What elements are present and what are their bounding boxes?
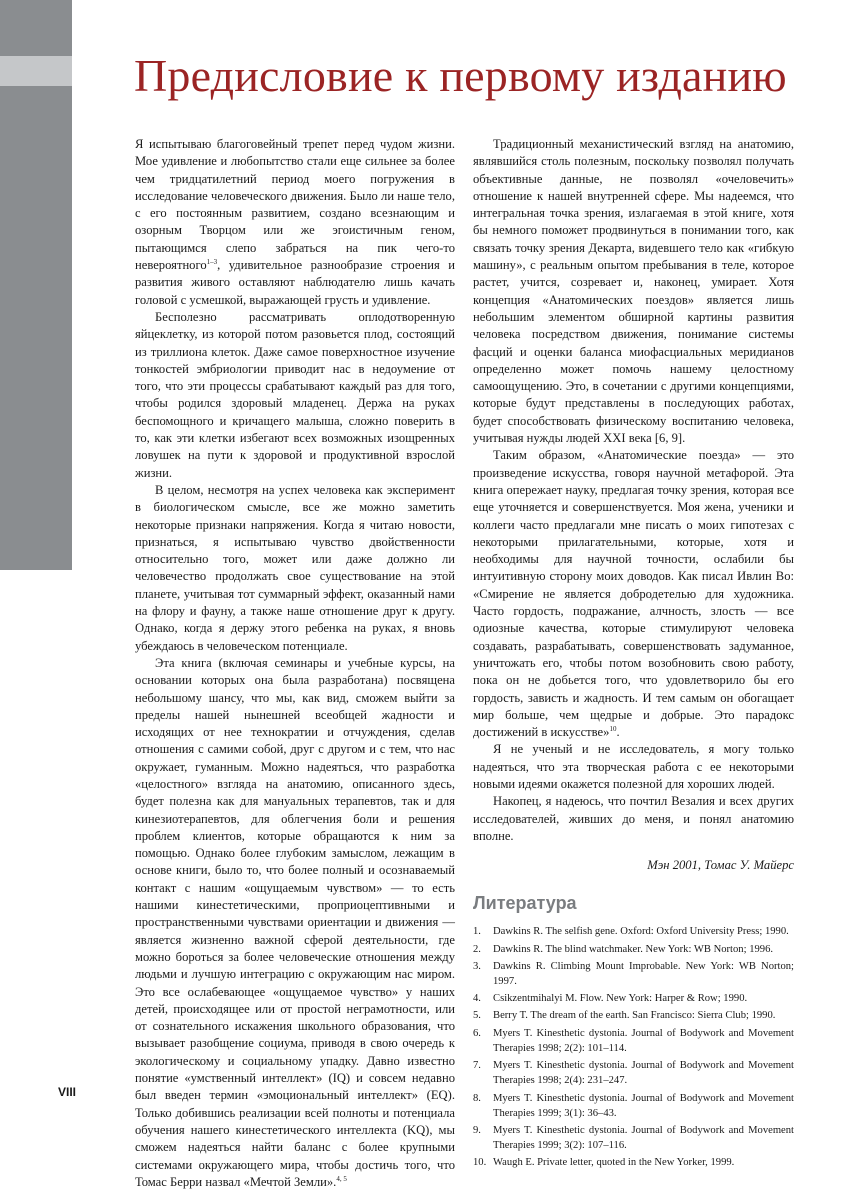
- reference-text: Dawkins R. The blind watchmaker. New York: WB Norton; 1996.: [493, 943, 774, 955]
- literature-heading: Литература: [473, 893, 577, 914]
- left-column: [135, 136, 455, 1191]
- reference-item: [473, 1123, 794, 1153]
- reference-item: [473, 991, 794, 1006]
- reference-item: [473, 942, 794, 957]
- chapter-tab-top: [0, 0, 72, 56]
- reference-item: [473, 1091, 794, 1121]
- right-column: [473, 136, 794, 1173]
- paragraph-text: Я испытываю благоговейный трепет перед чудом жизни. Мое удивление и любопытство стали еще сильнее за более чем тридцатилетний период моего погружения в исследование человеческого движения. Было ли наше тело, с его постоянным развитием, создано всезнающим и озорным Творцом или же эгоистичным геном, пытающимся слепо забраться на пик чего-то невероятного: [135, 137, 455, 273]
- reference-item: [473, 1058, 794, 1088]
- reference-text: Myers T. Kinesthetic dystonia. Journal of Bodywork and Movement Therapies 1998; 2(4): 231–247.: [493, 1060, 794, 1087]
- paragraph-text: Таким образом, «Анатомические поезда» — это произведение искусства, говоря научной метафорой. Эта книга опережает науку, предлагая точку зрения, которая все еще уточняется и совершенствуется. Моя жена, ученики и коллеги часто предлагали мне писать о моих гипотезах с некоторыми прилагательными, которые, хотя и необходимы для научной точности, ослабили бы интуитивную сторону моих доводов. Как писал Ивлин Во: «Смирение не является добродетелью для художника. Часто гордость, подражание, алчность, злость — все одиозные качества, которые стимулируют человека создавать, разрабатывать, совершенствовать задуманное, уничтожать его, чтобы потом возобновить свою работу, пока он не добьется того, что удовлетворило бы его гордость, зависть и жадность. И тем самым он обогащает мир больше, чем щедрые и добрые. Это парадокс достижений в искусстве»: [473, 448, 794, 740]
- reference-text: Myers T. Kinesthetic dystonia. Journal of Bodywork and Movement Therapies 1998; 2(2): 101–114.: [493, 1027, 794, 1054]
- reference-number: 1.: [473, 926, 481, 938]
- reference-item: [473, 1026, 794, 1056]
- reference-number: 6.: [473, 1027, 481, 1039]
- reference-text: Waugh E. Private letter, quoted in the New Yorker, 1999.: [493, 1157, 735, 1169]
- reference-list: [473, 924, 794, 1170]
- paragraph-5: Традиционный механистический взгляд на анатомию, являвшийся столь полезным, поскольку позволял получать объективные данные, не позволял «очеловечить» отношение к нашей внутренней сфере. Мы надеемся, что интегральная точка зрения, излагаемая в этой книге, хотя бы немного поможет продвинуться в понимании того, как связать точку зрения Декарта, видевшего тело как «гибкую машину», с реальным опытом пребывания в теле, которое растет, учится, созревает и, наконец, умирает. Хотя концепция «Анатомических поездов» является лишь небольшим элементом обширной картины развития человека посредством движения, понимание системы фасций и оценки баланса миофасциальных меридианов определенно может помочь нашему целостному самоощущению. Это, в сочетании с другими концепциями, которые будут представлены в последующих работах, будет способствовать физическому воспитанию человека, учитывая нужды людей XXI века [6, 9].: [473, 137, 794, 446]
- reference-item: [473, 959, 794, 989]
- citation-superscript: 4, 5: [336, 1174, 347, 1183]
- reference-item: [473, 1155, 794, 1170]
- paragraph-7: Я не ученый и не исследователь, я могу только надеяться, что эта творческая работа с ее некоторыми новыми идеями окажется полезной для хороших людей.: [473, 742, 794, 791]
- reference-text: Myers T. Kinesthetic dystonia. Journal of Bodywork and Movement Therapies 1999; 3(1): 36–43.: [493, 1092, 794, 1119]
- reference-number: 7.: [473, 1060, 481, 1072]
- reference-number: 4.: [473, 993, 481, 1005]
- reference-number: 10.: [473, 1157, 487, 1169]
- paragraph-text-tail: , удивительное разнообразие строения и развития живого оставляют наблюдателю лишь качать головой с усмешкой, выражающей грусть и удивление.: [135, 258, 455, 307]
- paragraph-6: [473, 447, 794, 741]
- chapter-tab: [0, 86, 72, 570]
- reference-text: Dawkins R. Climbing Mount Improbable. New York: WB Norton; 1997.: [493, 960, 794, 988]
- reference-number: 3.: [473, 960, 481, 972]
- page-title: Предисловие к первому изданию: [134, 50, 787, 101]
- citation-superscript: 1–3: [206, 257, 218, 266]
- reference-number: 2.: [473, 943, 481, 955]
- paragraph-1: [135, 136, 455, 309]
- reference-number: 5.: [473, 1010, 481, 1022]
- reference-text: Dawkins R. The selfish gene. Oxford: Oxford University Press; 1990.: [493, 926, 789, 938]
- reference-text: Myers T. Kinesthetic dystonia. Journal of Bodywork and Movement Therapies 1999; 3(2): 107–116.: [493, 1124, 794, 1152]
- paragraph-4: [135, 655, 455, 1191]
- page-number: VIII: [58, 1085, 77, 1099]
- paragraph-text: Эта книга (включая семинары и учебные курсы, на основании которых она была разработана) посвящена небольшому шансу, что мы, как вид, сможем выйти за пределы нашей нынешней всеобщей жадности и исходящих от нее технократии и отчуждения, сделав отношения с самими собой, друг с другом и с тем, что нас окружает, гуманным. Можно надеяться, что разработка «целостного» взгляда на анатомию, описанного здесь, будет полезна как для мануальных терапевтов, так и для кинезиотерапевтов, для облегчения боли и решения проблем клиентов, которые обращаются к ним за помощью. Однако более глубоким замыслом, лежащим в основе книги, было то, что более полный и осознаваемый контакт с нашим «ощущаемым чувством» — то есть нашими кинестетическими, проприоцептивными и пространственными чувствами ориентации и движения — является жизненно важной сферой деятельности, где можно бороться за более человеческие отношения между людьми и лучшую интеграцию с окружающим нас миром. Это все ослабевающее «ощущаемое чувство» у наших детей, происходящее или от простой неграмотности, или от сознательного искажения школьного образования, что вызывает разобщение социума, приводя в свою очередь к экологическому и социальному упадку. Давно известно понятие «умственный интеллект» (IQ) и совсем недавно был введен термин «эмоциональный интеллект» (EQ). Только добившись реализации всей полноты и потенциала обучения нашего кинестетического интеллекта (KQ), мы сможем надеяться найти баланс с более крупными системами окружающего мира, чтобы достичь того, что Томас Берри назвал «Мечтой Земли».: [135, 655, 455, 1189]
- paragraph-text-tail: .: [616, 725, 620, 740]
- reference-text: Csikzentmihalyi M. Flow. New York: Harper & Row; 1990.: [493, 993, 748, 1005]
- author-signature: Мэн 2001, Томас У. Майерс: [647, 858, 794, 873]
- paragraph-2: Бесполезно рассматривать оплодотворенную яйцеклетку, из которой потом разовьется плод, состоящий из триллиона клеток. Даже самое поверхностное изучение тонкостей эмбриологии приводит нас в недоумение от того, что эти процессы срабатывают каждый раз для того, чтобы родился здоровый младенец. Держа на руках беспомощного и кричащего малыша, сложно поверить в то, как эти клетки избегают всех возможных изощренных ловушек на пути к здоровой и продуктивной взрослой жизни.: [135, 309, 455, 480]
- reference-number: 9.: [473, 1124, 481, 1136]
- chapter-tab-gap: [0, 56, 72, 86]
- paragraph-3: В целом, несмотря на успех человека как эксперимент в биологическом смысле, все же можно заметить некоторые признаки напряжения. Когда я читаю новости, признаться, я испытываю чувство двойственности относительно того, может или даже должно ли человечество продолжать свое существование на этой планете, учитывая тот суммарный эффект, оказанный нами на флору и фауну, а также наше отношение друг к другу. Однако, когда я держу этого ребенка на руках, я вновь убеждаюсь в человеческом потенциале.: [135, 482, 455, 653]
- reference-item: [473, 924, 794, 939]
- reference-item: [473, 1008, 794, 1023]
- paragraph-8: Накопец, я надеюсь, что почтил Везалия и всех других исследователей, живших до меня, и понял анатомию вполне.: [473, 794, 794, 843]
- reference-number: 8.: [473, 1092, 481, 1104]
- citation-superscript: 10: [609, 724, 617, 733]
- reference-text: Berry T. The dream of the earth. San Francisco: Sierra Club; 1990.: [493, 1010, 776, 1022]
